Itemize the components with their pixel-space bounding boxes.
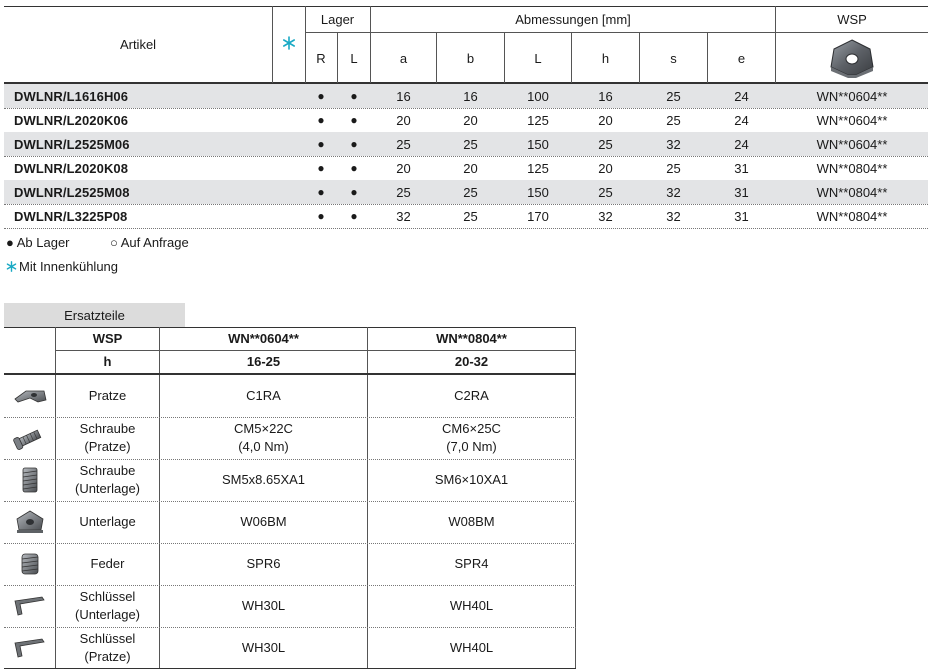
hex-key-icon <box>4 585 55 627</box>
table-row <box>4 108 928 132</box>
spare-header-h: h <box>103 354 112 369</box>
spare-header-wsp: WSP <box>92 331 123 346</box>
cell-wsp: WN**0604** <box>816 136 888 152</box>
spare-header-col1: WN**0604** <box>228 331 299 346</box>
cell-l: ● <box>350 113 358 127</box>
cell-l: 100 <box>527 88 549 104</box>
part-value-0804: WH40L <box>449 639 494 655</box>
insert-trigon-icon <box>776 33 928 83</box>
artikel-cell: DWLNR/L1616H06 <box>14 88 129 104</box>
part-name: Schraube (Pratze) <box>79 421 136 454</box>
cell-a: 16 <box>396 88 411 104</box>
part-value-0804: SPR4 <box>454 556 489 571</box>
cell-l: ● <box>350 161 358 175</box>
shim-icon <box>4 501 55 543</box>
cell-l: 170 <box>527 208 549 224</box>
part-name: Unterlage <box>79 514 136 529</box>
row-divider <box>4 228 928 229</box>
header-wsp: WSP <box>837 11 867 27</box>
cell-r: ● <box>317 185 325 199</box>
cell-e: 31 <box>734 184 749 200</box>
cell-s: 25 <box>666 112 681 128</box>
part-name: Schlüssel (Pratze) <box>79 630 136 664</box>
cell-s: 25 <box>666 160 681 176</box>
part-value-0804: W08BM <box>448 514 495 529</box>
cell-l: ● <box>350 209 358 223</box>
artikel-cell: DWLNR/L3225P08 <box>14 208 128 224</box>
cell-h: 25 <box>598 136 613 152</box>
part-value-0804: C2RA <box>454 388 489 403</box>
spare-row <box>4 501 576 543</box>
header-abmessungen: Abmessungen [mm] <box>515 11 631 27</box>
cell-l: ● <box>350 89 358 103</box>
spare-parts-table <box>4 303 576 668</box>
cell-r: ● <box>317 89 325 103</box>
part-name: Schlüssel (Unterlage) <box>74 589 141 622</box>
cell-b: 25 <box>463 184 478 200</box>
header-artikel: Artikel <box>119 36 157 52</box>
spare-row <box>4 585 576 627</box>
cell-h: 32 <box>598 208 613 224</box>
article-table <box>4 6 928 231</box>
part-value-0604: SPR6 <box>246 556 281 571</box>
spare-row <box>4 459 576 501</box>
part-value-0604: C1RA <box>246 388 281 403</box>
cell-b: 16 <box>463 88 478 104</box>
spare-row-divider <box>4 668 576 669</box>
screw-shim-icon <box>4 459 55 501</box>
artikel-cell: DWLNR/L2525M06 <box>14 136 130 152</box>
table-row <box>4 204 928 228</box>
artikel-cell: DWLNR/L2020K08 <box>14 160 129 176</box>
table-row <box>4 156 928 180</box>
cell-b: 25 <box>463 136 478 152</box>
cell-b: 20 <box>463 112 478 128</box>
part-value-0604: WH30L <box>241 639 286 655</box>
part-value-0804: CM6×25C (7,0 Nm) <box>442 421 501 454</box>
cell-s: 32 <box>666 208 681 224</box>
table-row <box>4 84 928 108</box>
header-dim-b: b <box>466 50 475 66</box>
part-value-0604: W06BM <box>240 514 287 529</box>
table-row <box>4 132 928 156</box>
cell-wsp: WN**0804** <box>816 208 888 224</box>
snowflake-icon <box>6 261 17 272</box>
cell-l: 150 <box>527 136 549 152</box>
header-dim-a: a <box>399 50 408 66</box>
part-value-0604: SM5x8.65XA1 <box>221 472 306 487</box>
header-dim-e: e <box>737 50 746 66</box>
spare-header-row-h <box>4 351 576 373</box>
table-row <box>4 180 928 204</box>
part-name: Schraube (Unterlage) <box>74 463 141 496</box>
cell-a: 20 <box>396 112 411 128</box>
artikel-cell: DWLNR/L2525M08 <box>14 184 130 200</box>
cell-wsp: WN**0604** <box>816 112 888 128</box>
cell-l: 125 <box>527 112 549 128</box>
cell-h: 16 <box>598 88 613 104</box>
cell-wsp: WN**0804** <box>816 160 888 176</box>
cell-a: 25 <box>396 136 411 152</box>
part-name: Pratze <box>88 388 127 403</box>
cell-r: ● <box>317 161 325 175</box>
cell-e: 31 <box>734 208 749 224</box>
cell-b: 25 <box>463 208 478 224</box>
cell-h: 20 <box>598 112 613 128</box>
spare-header-col2-h: 20-32 <box>454 354 489 369</box>
cell-s: 32 <box>666 184 681 200</box>
cell-a: 20 <box>396 160 411 176</box>
cell-s: 32 <box>666 136 681 152</box>
cell-a: 32 <box>396 208 411 224</box>
cell-h: 25 <box>598 184 613 200</box>
artikel-cell: DWLNR/L2020K06 <box>14 112 129 128</box>
header-dim-h: h <box>601 50 610 66</box>
legend-auf-anfrage: ○ Auf Anfrage <box>110 235 189 250</box>
clamp-icon <box>4 375 55 417</box>
spare-header-col2: WN**0804** <box>436 331 507 346</box>
spare-row <box>4 543 576 585</box>
cell-l: 125 <box>527 160 549 176</box>
cell-e: 24 <box>734 112 749 128</box>
cell-b: 20 <box>463 160 478 176</box>
snowflake-icon <box>273 30 305 56</box>
spare-row <box>4 417 576 459</box>
header-dim-l: L <box>534 50 542 66</box>
spare-row <box>4 375 576 417</box>
spring-icon <box>4 543 55 585</box>
spare-header-row <box>4 328 576 350</box>
legend-innenkuehlung-label: Mit Innenkühlung <box>19 259 119 274</box>
cell-r: ● <box>317 113 325 127</box>
spare-row <box>4 627 576 668</box>
cell-wsp: WN**0604** <box>816 88 888 104</box>
cell-l: ● <box>350 185 358 199</box>
cell-a: 25 <box>396 184 411 200</box>
cell-r: ● <box>317 209 325 223</box>
cell-l: ● <box>350 137 358 151</box>
cell-s: 25 <box>666 88 681 104</box>
part-name: Feder <box>90 556 125 571</box>
cell-r: ● <box>317 137 325 151</box>
legend-ab-lager: ● Ab Lager <box>6 235 70 250</box>
cell-e: 24 <box>734 136 749 152</box>
hex-key-icon <box>4 627 55 668</box>
part-value-0804: WH40L <box>449 598 494 613</box>
part-value-0604: CM5×22C (4,0 Nm) <box>234 421 293 454</box>
header-lager: Lager <box>320 11 355 27</box>
spare-header-col1-h: 16-25 <box>246 354 281 369</box>
header-lager-r: R <box>316 50 326 66</box>
cell-wsp: WN**0804** <box>816 184 888 200</box>
header-dim-s: s <box>670 50 677 66</box>
header-lager-l: L <box>350 50 358 66</box>
part-value-0804: SM6×10XA1 <box>434 472 509 487</box>
spare-parts-title: Ersatzteile <box>4 303 185 327</box>
cell-l: 150 <box>527 184 549 200</box>
legend-innenkuehlung <box>6 259 118 274</box>
cell-h: 20 <box>598 160 613 176</box>
cell-e: 31 <box>734 160 749 176</box>
screw-clamp-icon <box>4 417 55 459</box>
cell-e: 24 <box>734 88 749 104</box>
part-value-0604: WH30L <box>241 598 286 613</box>
